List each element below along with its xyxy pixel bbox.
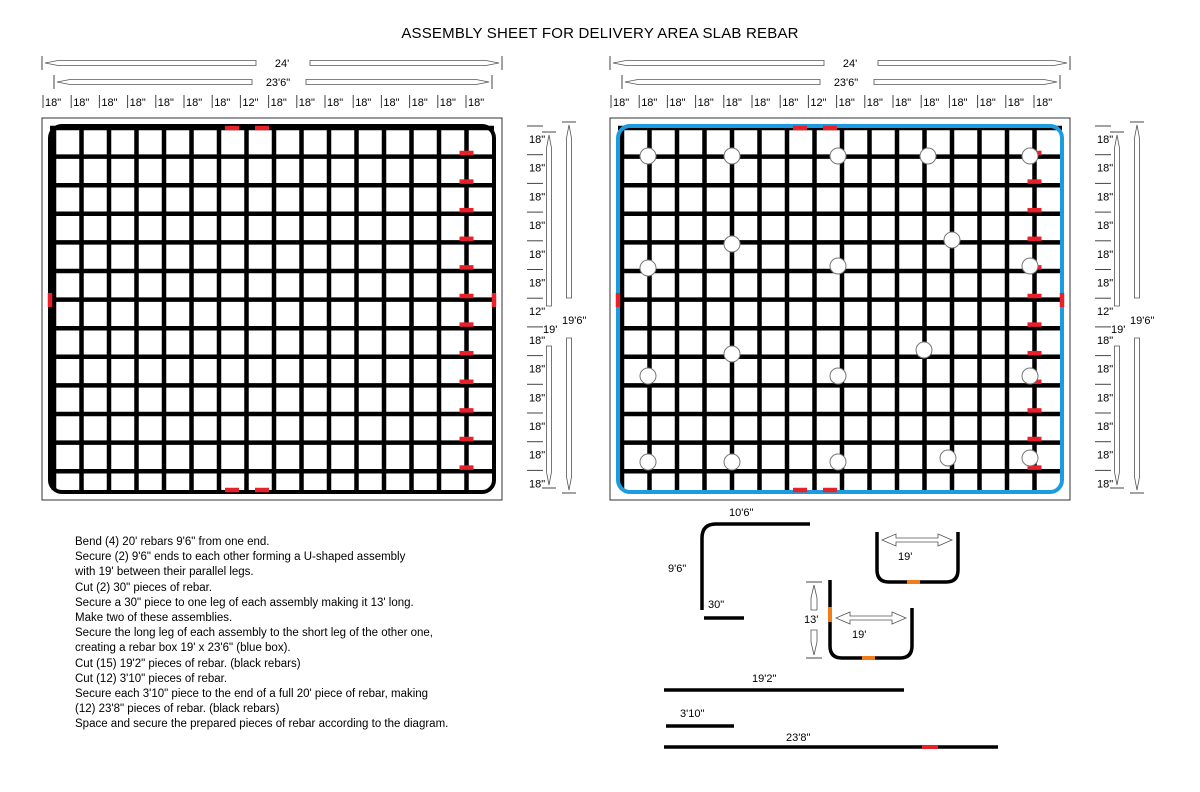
col-spacing-label: 18": [782, 97, 799, 109]
chair-circle: [830, 368, 846, 384]
col-spacing-label: 18": [214, 97, 231, 109]
page-title: ASSEMBLY SHEET FOR DELIVERY AREA SLAB REBAR: [401, 25, 799, 42]
col-spacing-label: 18": [895, 97, 912, 109]
overall-width-dim-arrow-left: [613, 61, 824, 66]
col-spacing-label: 12": [810, 97, 827, 109]
u-width-arrow: [882, 534, 952, 546]
overall-width-dim-label: 24': [274, 58, 290, 70]
u-width-label: 19': [852, 629, 867, 641]
chair-circle: [1022, 450, 1038, 466]
inner-width-dim-label: 23'6": [833, 77, 859, 89]
chair-circle: [724, 454, 740, 470]
row-spacing-label: 18": [1097, 134, 1114, 146]
chair-circle: [724, 346, 740, 362]
row-spacing-label: 18": [529, 392, 546, 405]
chair-circle: [830, 148, 846, 164]
inner-width-dim-arrow-left: [625, 80, 820, 85]
row-spacing-labels: [1095, 126, 1113, 490]
inner-height-dim-arrow-top: [1115, 135, 1120, 306]
row-spacing-label: 18": [529, 220, 546, 233]
bar-a-label: 19'2": [752, 673, 777, 685]
col-spacing-label: 12": [242, 97, 259, 109]
col-spacing-label: 18": [468, 97, 485, 109]
chair-circle: [724, 148, 740, 164]
long-leg-label: 13': [804, 614, 819, 626]
row-spacing-label: 18": [529, 334, 546, 347]
inner-width-dim-arrow-right: [874, 80, 1057, 85]
col-spacing-label: 18": [186, 97, 203, 109]
overall-height-label: 19'6": [1130, 315, 1155, 327]
inner-height-dim-arrow-bottom: [547, 346, 552, 485]
instruction-line: Secure the long leg of each assembly to the short leg of the other one,: [75, 627, 434, 640]
row-spacing-label: 18": [1097, 162, 1114, 175]
row-spacing-label: 18": [529, 277, 546, 290]
chair-circle: [830, 258, 846, 274]
row-spacing-label: 18": [1097, 449, 1114, 462]
row-spacing-label: 18": [1097, 220, 1114, 233]
col-spacing-label: 18": [157, 97, 174, 109]
instruction-line: Cut (12) 3'10" pieces of rebar.: [75, 672, 228, 685]
inner-width-dim-arrow-right: [306, 80, 489, 85]
column-spacing-labels: [611, 95, 1052, 109]
overall-height-dim-arrow-top: [1135, 125, 1140, 298]
u-width-label: 19': [898, 551, 913, 563]
col-spacing-label: 18": [838, 97, 855, 109]
chair-circle: [830, 454, 846, 470]
chair-circle: [1022, 368, 1038, 384]
col-spacing-label: 18": [923, 97, 940, 109]
col-spacing-label: 18": [1007, 97, 1024, 109]
column-spacing-labels: [43, 95, 484, 109]
col-spacing-label: 18": [669, 97, 686, 109]
col-spacing-label: 18": [45, 97, 62, 109]
row-spacing-label: 18": [1097, 478, 1114, 491]
chair-circle: [640, 368, 656, 384]
inner-width-dim-arrow-left: [57, 80, 252, 85]
col-spacing-label: 18": [951, 97, 968, 109]
row-spacing-label: 18": [1097, 277, 1114, 290]
overall-height-dim-arrow-top: [567, 125, 572, 298]
u-top-label: 10'6": [729, 507, 754, 519]
instruction-line: Secure a 30" piece to one leg of each assembly making it 13' long.: [75, 596, 414, 609]
instruction-line: with 19' between their parallel legs.: [75, 566, 254, 579]
col-spacing-label: 18": [129, 97, 146, 109]
col-spacing-label: 18": [439, 97, 456, 109]
row-spacing-label: 18": [1097, 191, 1114, 204]
overall-width-dim-label: 24': [842, 58, 858, 70]
u-width-arrow: [836, 612, 906, 624]
col-spacing-label: 18": [73, 97, 90, 109]
col-spacing-label: 18": [327, 97, 344, 109]
row-spacing-label: 18": [529, 478, 546, 491]
row-spacing-label: 18": [1097, 248, 1114, 261]
overall-height-dim-arrow-bottom: [567, 338, 572, 490]
col-spacing-label: 18": [298, 97, 315, 109]
col-spacing-label: 18": [725, 97, 742, 109]
chair-circle: [640, 148, 656, 164]
col-spacing-label: 18": [101, 97, 118, 109]
row-spacing-labels: [527, 126, 545, 490]
bar-c-label: 23'8": [786, 732, 811, 744]
col-spacing-label: 18": [754, 97, 771, 109]
instruction-line: creating a rebar box 19' x 23'6" (blue box).: [75, 642, 291, 655]
row-spacing-label: 18": [529, 449, 546, 462]
row-spacing-label: 18": [529, 363, 546, 376]
chair-circle: [916, 342, 932, 358]
row-spacing-label: 18": [1097, 421, 1114, 433]
instruction-line: Space and secure the prepared pieces of rebar according to the diagram.: [75, 718, 449, 731]
overall-width-dim-arrow-right: [310, 61, 499, 66]
instruction-line: Make two of these assemblies.: [75, 612, 233, 625]
col-spacing-label: 18": [979, 97, 996, 109]
short-piece-label: 30": [708, 599, 725, 611]
instruction-line: Bend (4) 20' rebars 9'6" from one end.: [75, 536, 270, 548]
overall-width-dim-arrow-left: [45, 61, 256, 66]
inner-height-label: 19': [1111, 324, 1126, 336]
inner-height-dim-arrow-top: [547, 135, 552, 306]
col-spacing-label: 18": [613, 97, 630, 109]
row-spacing-label: 12": [529, 306, 546, 319]
col-spacing-label: 18": [697, 97, 714, 109]
col-spacing-label: 18": [641, 97, 658, 109]
row-spacing-label: 18": [1097, 363, 1114, 376]
col-spacing-label: 18": [866, 97, 883, 109]
u-leg-label: 9'6": [668, 563, 687, 575]
chair-circle: [920, 148, 936, 164]
left-rebar-grid-diagram: [42, 56, 586, 500]
chair-circle: [640, 454, 656, 470]
bar-b-label: 3'10": [680, 708, 705, 720]
col-spacing-label: 18": [270, 97, 287, 109]
chair-circle: [1022, 258, 1038, 274]
instruction-line: Secure (2) 9'6" ends to each other forming a U-shaped assembly: [75, 551, 406, 564]
inner-height-dim-arrow-bottom: [1115, 346, 1120, 485]
instruction-line: Cut (15) 19'2" pieces of rebar. (black rebars): [75, 657, 301, 670]
chair-circle: [724, 236, 740, 252]
row-spacing-label: 18": [1097, 334, 1114, 347]
row-spacing-label: 12": [1097, 306, 1114, 319]
overall-width-dim-arrow-right: [878, 61, 1067, 66]
col-spacing-label: 18": [355, 97, 372, 109]
chair-circle: [944, 232, 960, 248]
chair-circle: [940, 450, 956, 466]
instruction-line: (12) 23'8" pieces of rebar. (black rebars): [75, 703, 280, 716]
col-spacing-label: 18": [383, 97, 400, 109]
row-spacing-label: 18": [529, 248, 546, 261]
assembly-instructions: [75, 535, 545, 733]
chair-circle: [1022, 148, 1038, 164]
right-rebar-grid-diagram: [610, 56, 1154, 500]
u-assembly-short: [877, 532, 958, 582]
inner-height-label: 19': [543, 324, 558, 336]
rebar-parts-diagram: [664, 507, 998, 747]
overall-height-dim-arrow-bottom: [1135, 338, 1140, 490]
u-assembly-long: [830, 580, 912, 658]
chair-circle: [640, 260, 656, 276]
bent-rebar-l-shape: [702, 524, 810, 610]
col-spacing-label: 18": [1036, 97, 1053, 109]
instruction-line: Secure each 3'10" piece to the end of a full 20' piece of rebar, making: [75, 688, 429, 701]
row-spacing-label: 18": [529, 134, 546, 146]
inner-width-dim-label: 23'6": [265, 77, 291, 89]
overall-height-label: 19'6": [562, 315, 587, 327]
row-spacing-label: 18": [529, 191, 546, 204]
row-spacing-label: 18": [529, 421, 546, 433]
instruction-line: Cut (2) 30" pieces of rebar.: [75, 581, 213, 594]
row-spacing-label: 18": [1097, 392, 1114, 405]
row-spacing-label: 18": [529, 162, 546, 175]
col-spacing-label: 18": [411, 97, 428, 109]
